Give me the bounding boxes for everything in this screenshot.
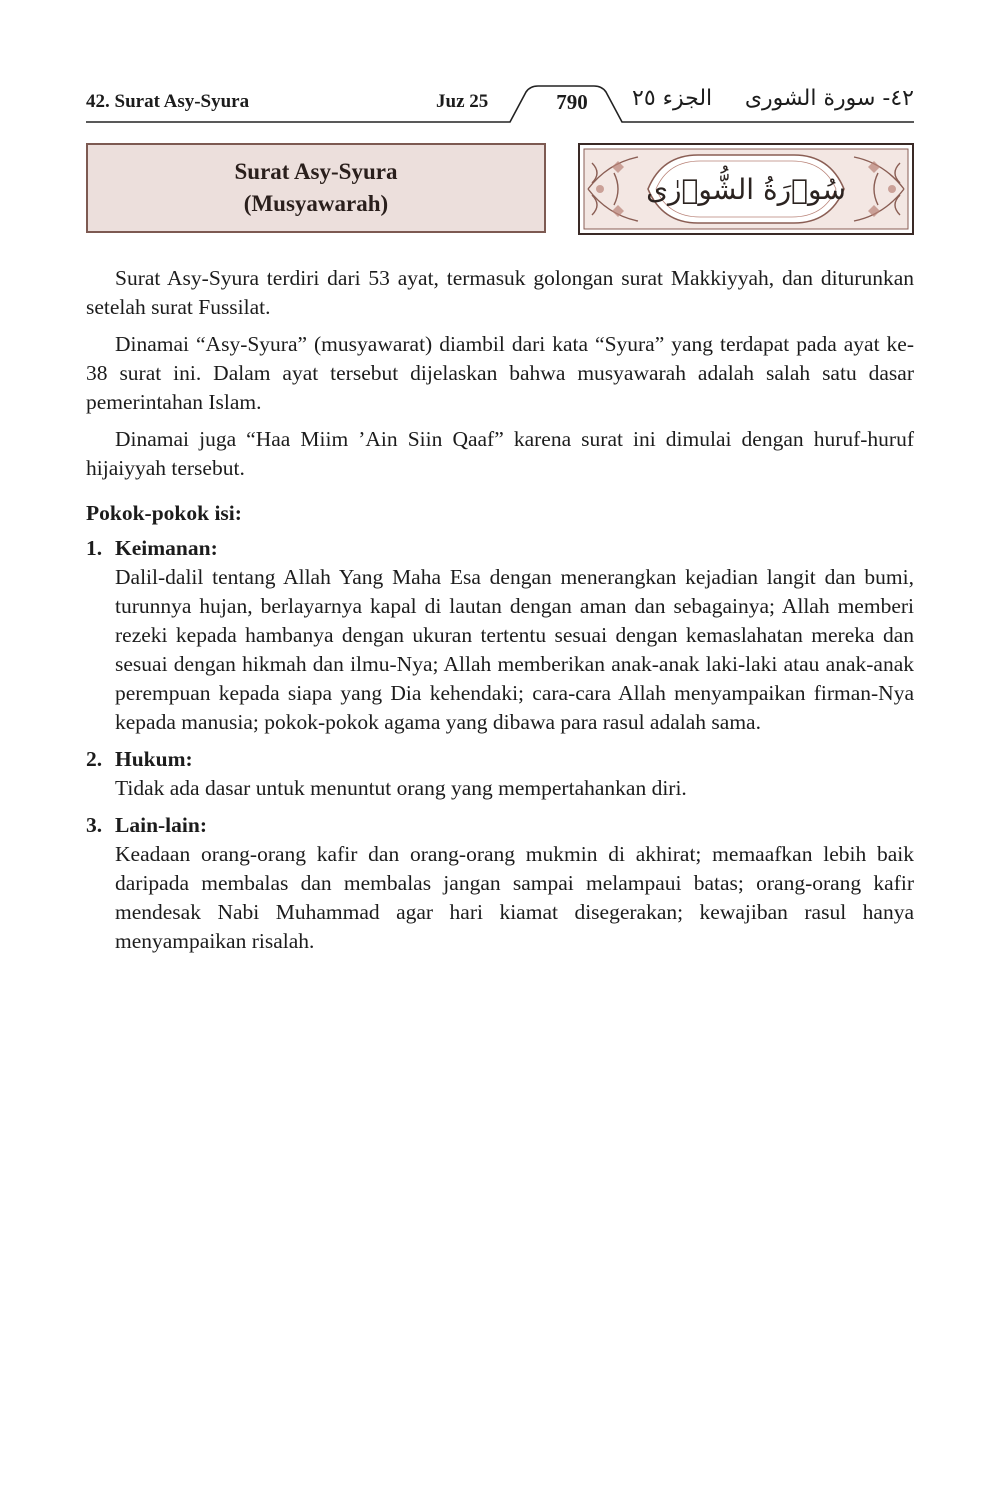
surah-subtitle: (Musyawarah): [243, 191, 389, 216]
list-item-number: 1.: [86, 536, 103, 560]
arabic-title-ornament: [578, 143, 914, 235]
running-title-arabic: ٤٢- سورة الشورى: [744, 86, 914, 111]
list-item-title: Keimanan:: [115, 536, 218, 560]
list-item-title: Lain-lain:: [115, 813, 207, 837]
page-body: [86, 264, 914, 964]
list-item: [86, 745, 914, 803]
list-item: [86, 534, 914, 737]
intro-paragraph: Dinamai “Asy-Syura” (musyawarat) diambil dari kata “Syura” yang terdapat pada ayat ke-38 surat ini. Dalam ayat tersebut dijelaskan bahwa musyawarah adalah salah satu dasar pemerintahan Islam.: [86, 332, 914, 414]
intro-paragraph: Dinamai juga “Haa Miim ’Ain Siin Qaaf” karena surat ini dimulai dengan huruf-huruf hijaiyyah tersebut.: [86, 427, 914, 480]
list-item: [86, 811, 914, 956]
running-title: 42. Surat Asy-Syura: [86, 91, 250, 112]
juz-label-arabic: الجزء ٢٥: [632, 86, 713, 111]
arabic-surah-title: سُوۡرَةُ الشُّوۡرٰى: [646, 172, 846, 206]
page-number: 790: [556, 90, 588, 114]
list-item-number: 2.: [86, 747, 103, 771]
intro-paragraph: Surat Asy-Syura terdiri dari 53 ayat, termasuk golongan surat Makkiyyah, dan diturunkan setelah surat Fussilat.: [86, 266, 914, 319]
surah-title: Surat Asy-Syura: [234, 159, 398, 184]
juz-label: Juz 25: [436, 91, 489, 112]
list-item-body: Tidak ada dasar untuk menuntut orang yang mempertahankan diri.: [115, 776, 687, 800]
list-item-body: Keadaan orang-orang kafir dan orang-orang mukmin di akhirat; memaafkan lebih baik daripada membalas dan membalas jangan sampai melampaui batas; orang-orang kafir mendesak Nabi Muhammad agar hari kiamat disegerakan; kewajiban rasul hanya menyampaikan risalah.: [115, 842, 914, 953]
section-heading: Pokok-pokok isi:: [86, 501, 242, 525]
list-item-body: Dalil-dalil tentang Allah Yang Maha Esa dengan menerangkan kejadian langit dan bumi, turunnya hujan, berlayarnya kapal di lautan dengan aman dan sebagainya; Allah memberi rezeki kepada hambanya dengan ukuran tertentu sesuai dengan kemaslahatan mereka dan sesuai dengan hikmah dan ilmu-Nya; Allah memberikan anak-anak laki-laki atau anak-anak perempuan kepada siapa yang Dia kehendaki; cara-cara Allah menyampaikan firman-Nya kepada manusia; pokok-pokok agama yang dibawa para rasul adalah sama.: [115, 565, 914, 734]
surah-title-box: [86, 143, 546, 233]
page-header: [86, 84, 914, 124]
list-item-number: 3.: [86, 813, 103, 837]
list-item-title: Hukum:: [115, 747, 193, 771]
